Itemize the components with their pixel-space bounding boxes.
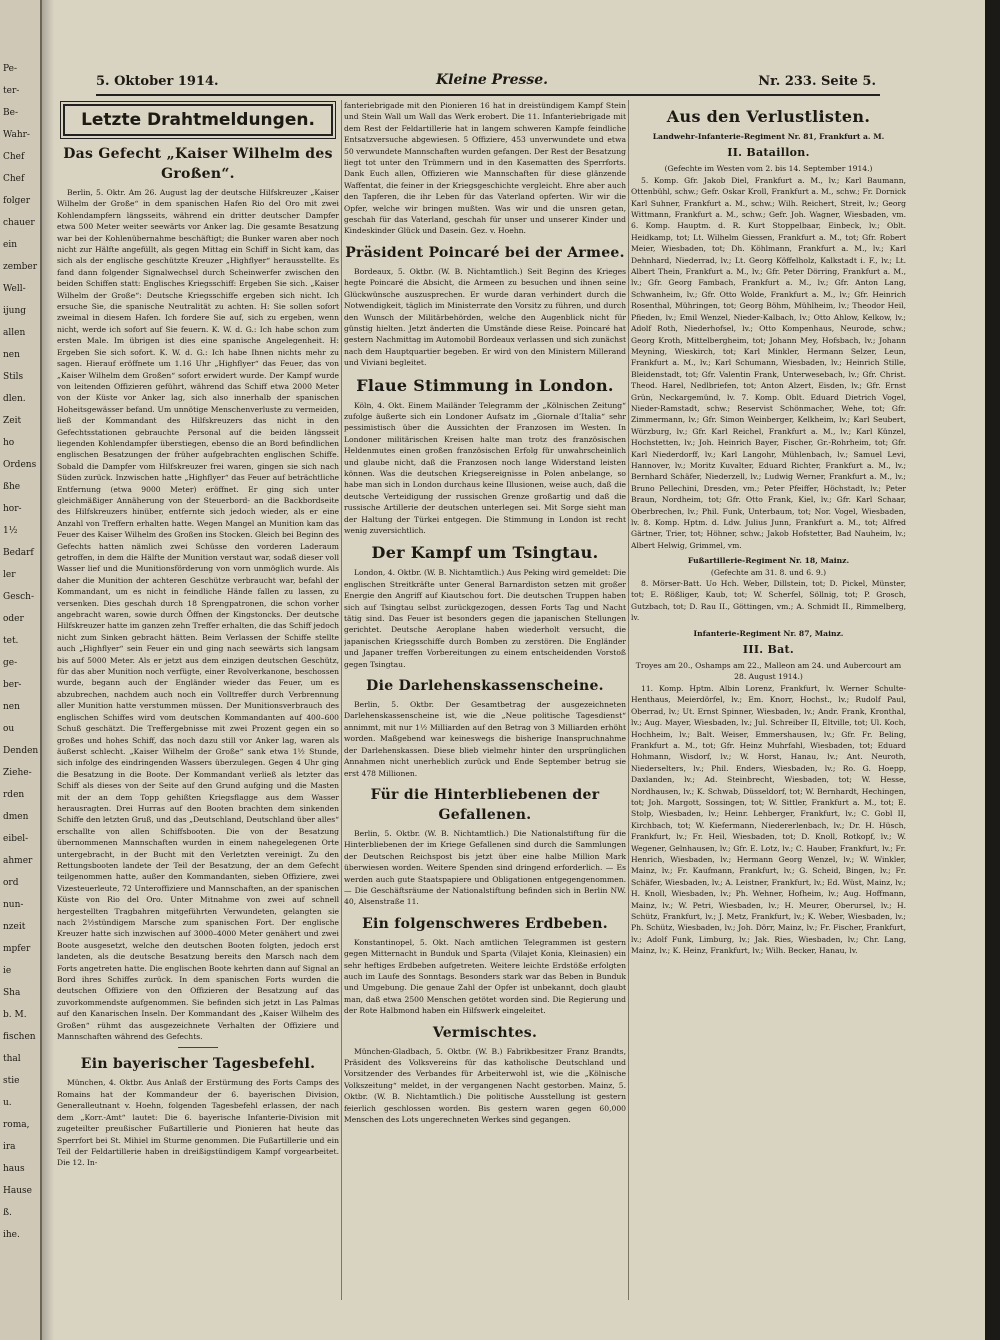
prev-page-fragment: nun- xyxy=(3,900,24,910)
prev-page-fragment: Well- xyxy=(3,284,26,294)
prev-page-fragment: rden xyxy=(3,790,25,800)
prev-page-fragment: Stils xyxy=(3,372,24,382)
prev-page-fragment: hor- xyxy=(3,504,22,514)
prev-page-fragment: tet. xyxy=(3,636,19,646)
prev-page-fragment: ihe. xyxy=(3,1230,20,1240)
prev-page-fragment: 1½ xyxy=(3,526,18,536)
column-3 xyxy=(631,100,906,1300)
prev-page-fragment: dmen xyxy=(3,812,29,822)
prev-page-fragment: u. xyxy=(3,1098,12,1108)
article-headline: Ein bayerischer Tagesbefehl. xyxy=(80,1056,316,1073)
prev-page-fragment: ou xyxy=(3,724,15,734)
header-rule xyxy=(96,94,880,96)
prev-page-fragment: nen xyxy=(3,350,20,360)
regiment-heading: Infanterie-Regiment Nr. 87, Mainz. xyxy=(693,628,844,638)
newspaper-title: Kleine Presse. xyxy=(436,72,549,88)
prev-page-fragment: haus xyxy=(3,1164,25,1174)
prev-page-fragment: ler xyxy=(3,570,16,580)
column-divider xyxy=(341,100,342,1300)
prev-page-fragment: ie xyxy=(3,966,12,976)
article-body: London, 4. Oktbr. (W. B. Nichtamtlich.) Aus Peking wird gemeldet: Die englischen Streitkräfte unter General Barnardiston setzen mit großer Energie den Angriff auf Kiautschou fort. Die deutschen Truppen haben sich auf Tsingtau selbst zurückgezogen, dessen Forts Tag und Nacht tätig sind. Das Feuer ist besonders gegen die japanischen Stellungen gerichtet. Deutsche Aeroplane haben wiederholt versucht, die japanischen Kriegsschiffe durch Bomben zu zerstören. Die Engländer und Japaner treffen Vorbereitungen zu einem entscheidenden Vorstoß gegen Tsingtau. xyxy=(344,568,626,669)
article-body: Konstantinopel, 5. Okt. Nach amtlichen Telegrammen ist gestern gegen Mitternacht in Bunduk und Sparta (Vilajet Konia, Kleinasien) ein sehr heftiges Erdbeben aufgetreten. Weitere leichte Erdstöße erfolgten auch im Laufe des Sonntags. Besonders stark war das Beben in Bunduk und Umgebung. Die genaue Zahl der Opfer ist unbekannt, doch glaubt man, daß etwa 2500 Menschen getötet worden sind. Die Regierung und der Rote Halbmond haben ein Hilfswerk eingeleitet. xyxy=(344,937,626,1016)
article-body: München, 4. Oktbr. Aus Anlaß der Erstürmung des Forts Camps des Romains hat der Kommandeur der 6. bayerischen Division, Generalleutnant v. Hoehn, folgenden Tagesbefehl erlassen, der nach dem „Korr.-Amt“ lautet: Die 6. bayerische Infanterie-Division mit zugeteilter preußischer Fußartillerie und Pionieren hat heute das Sperrfort bei St. Mihiel im Sturme genommen. Die Fußartillerie und ein Teil der Feldartillerie haben in dreißigstündigem Kampf vorgearbeitet. Die 12. In- xyxy=(57,1078,339,1168)
prev-page-fragment: Pe- xyxy=(3,64,18,74)
prev-page-fragment: b. M. xyxy=(3,1010,27,1020)
issue-number: Nr. 233. Seite 5. xyxy=(758,74,876,89)
prev-page-fragment: Bedarf xyxy=(3,548,34,558)
prev-page-fragment: chauer xyxy=(3,218,35,228)
prev-page-fragment: nzeit xyxy=(3,922,26,932)
prev-page-fragment: oder xyxy=(3,614,24,624)
article-headline: Ein folgenschweres Erdbeben. xyxy=(362,915,608,932)
battalion-heading: III. Bat. xyxy=(742,643,795,657)
battle-note: Troyes am 20., Oshamps am 22., Malleon am 24. und Aubercourt am 28. August 1914.) xyxy=(635,661,902,682)
battalion-heading: II. Bataillon. xyxy=(727,146,810,160)
article-body: München-Gladbach, 5. Oktbr. (W. B.) Fabrikbesitzer Franz Brandts, Präsident des Volksvereins für das katholische Deutschland und Vorsitzender des Verbandes für Arbeiterwohl ist, wie die „Kölnische Volkszeitung“ meldet, in der vergangenen Nacht gestorben. Mainz, 5. Oktbr. (W. B. Nichtamtlich.) Die politische Ausstellung ist gestern feierlich geschlossen worden. Bis gestern waren gegen 60,000 Menschen des Lots ungerechneten Werkes sind gegangen. xyxy=(344,1046,626,1125)
binding-shadow xyxy=(40,0,54,1340)
prev-page-fragment: dlen. xyxy=(3,394,26,404)
article-divider xyxy=(178,1047,218,1048)
previous-page-edge xyxy=(0,0,42,1340)
article-headline: Der Kampf um Tsingtau. xyxy=(371,543,599,563)
prev-page-fragment: Ordens xyxy=(3,460,37,470)
prev-page-fragment: ein xyxy=(3,240,18,250)
prev-page-fragment: Hause xyxy=(3,1186,32,1196)
article-body: Berlin, 5. Oktbr. Der Gesamtbetrag der ausgezeichneten Darlehenskassenscheine ist, wie die „Neue politische Tagesdienst“ annimmt, mit nur 1½ Milliarden auf den Betrag von 3 Milliarden erhöht worden. Maßgebend war keineswegs die bisherige Inanspruchnahme der Darlehenskassen. Diese blieb vielmehr hinter den ursprünglichen Annahmen nicht unerheblich zurück und Ende September betrug sie erst 478 Millionen. xyxy=(344,700,626,778)
column-1 xyxy=(57,100,339,1300)
prev-page-fragment: ber- xyxy=(3,680,22,690)
article-body: fanteriebrigade mit den Pionieren 16 hat in dreistündigem Kampf Stein und Stein Wall um Wall das Werk erobert. Die 11. Infanteriebrigade mit dem Rest der Feldartillerie hat in langem schweren Kampfe feindliche Entsatzversuche abgewiesen. 5 Offiziere, 453 unverwundete und etwa 50 verwundete Mannschaften wurden gefangen. Der Rest der Besatzung liegt tot unter den Trümmern und in den Kasematten des Sperrforts. Dank Euch allen, Offizieren wie Mannschaften für diese glänzende Waffentat, die feiner in der Kriegsgeschichte vergleicht. Ehre aber auch den Tapferen, die ihr Leben für das Vaterland opferten. Wir wir die Opfer, welche wir bringen mußten. Was wir und die unsren getan, geschah für das Vaterland, geschah für unser und unserer Kinder und Kindeskinder Glück und Dasein. Gez. v. Hoehn. xyxy=(344,101,626,236)
prev-page-fragment: folger xyxy=(3,196,31,206)
article-body: Bordeaux, 5. Oktbr. (W. B. Nichtamtlich.) Seit Beginn des Krieges hegte Poincaré die Absicht, die Armeen zu besuchen und ihnen seine Glückwünsche auszusprechen. Er wurde daran verhindert durch die Notwendigkeit, täglich im Ministerrate den Vorsitz zu führen, und durch den Wunsch der Militärbehörden, welche den Augenblick nicht für günstig hielten. Jetzt änderten die Umstände diese Reise. Poincaré hat gestern Nachmittag im Automobil Bordeaux verlassen und sich zunächst nach dem Hauptquartier begeben. Er wird von den Ministern Millerand und Viviani begleitet. xyxy=(344,266,626,368)
prev-page-fragment: Chef xyxy=(3,152,25,162)
prev-page-fragment: ijung xyxy=(3,306,27,316)
prev-page-fragment: Chef xyxy=(3,174,25,184)
article-headline: Vermischtes. xyxy=(432,1024,538,1041)
prev-page-fragment: Zeit xyxy=(3,416,22,426)
prev-page-fragment: mpfer xyxy=(3,944,31,954)
battle-note: (Gefechte am 31. 8. und 6. 9.) xyxy=(710,567,827,577)
prev-page-fragment: allen xyxy=(3,328,26,338)
prev-page-fragment: Ziehe- xyxy=(3,768,32,778)
battle-note: (Gefechte im Westen vom 2. bis 14. September 1914.) xyxy=(664,164,873,174)
prev-page-fragment: Sha xyxy=(3,988,21,998)
column-2 xyxy=(344,100,626,1300)
article-headline: Präsident Poincaré bei der Armee. xyxy=(345,244,625,261)
prev-page-fragment: zember xyxy=(3,262,37,272)
prev-page-fragment: ord xyxy=(3,878,19,888)
section-box-title: Letzte Drahtmeldungen. xyxy=(63,104,333,136)
article-headline: Flaue Stimmung in London. xyxy=(356,375,614,395)
prev-page-fragment: ter- xyxy=(3,86,20,96)
prev-page-fragment: Gesch- xyxy=(3,592,35,602)
casualty-list: 8. Mörser-Batt. Uo Hch. Weber, Dillstein, tot; D. Pickel, Münster, tot; E. Rößliger, Kaub, tot; W. Scherfel, Söllnig, tot; P. Grosch, Gutzbach, tot; D. Rau II., Göttingen, vm.; A. Schmidt II., Rimmelberg, lv. xyxy=(631,579,906,623)
prev-page-fragment: ßhe xyxy=(3,482,21,492)
article-headline: Aus den Verlustlisten. xyxy=(666,107,871,126)
prev-page-fragment: stie xyxy=(3,1076,20,1086)
column-divider xyxy=(628,100,629,1300)
casualty-list: 11. Komp. Hptm. Albin Lorenz, Frankfurt, lv. Werner Schulte-Henthaus, Meierdörfel, lv.; Em. Knorr, Hochst., lv.; Rudolf Paul, Oberrad, lv.; Ut. Ernst Spinner, Wiesbaden, lv.; Andr. Frank, Kronthal, lv.; Aug. Mayer, Wiesbaden, lv.; Jul. Schreiber II, Eltville, tot; Ul. Koch, Hochheim, lv.; Balt. Weiser, Emmershausen, lv.; Gfr. Fr. Beling, Frankfurt a. M., tot; Gfr. Heinz Muhrfahl, Wiesbaden, tot; Eduard Hohmann, Wisdorf, lv.; W. Horst, Hanau, lv.; Ant. Neuroth, Niederselters, lv.; Phil. Enders, Wiesbaden, lv.; Ro. G. Hoepp, Daxlanden, lv.; Ad. Steinbrecht, Wiesbaden, tot; W. Hesse, Nordhausen, lv.; K. Schwab, Düsseldorf, tot; W. Bernhardt, Hechingen, tot; Joh. Margott, Sossingen, tot; W. Sittler, Frankfurt a. M., tot; E. Stolp, Wiesbaden, lv.; Heinr. Lehberger, Frankfurt, lv.; C. Gobl II, Kirchbach, tot; W. Kiefermann, Niedererlenbach, lv.; Dr. H. Hüsch, Frankfurt, lv.; Fr. Heil, Wiesbaden, tot; D. Knoll, Rotkopf, lv.; W. Wegener, Gelnhausen, lv.; Gfr. E. Lotz, lv.; C. Hauber, Frankfurt, lv.; Fr. Henrich, Wiesbaden, lv.; Hermann Georg Wenzel, lv.; W. Winkler, Mainz, lv.; Fr. Kaufmann, Frankfurt, lv.; G. Scheid, Bingen, lv.; Fr. Schäfer, Wiesbaden, lv.; A. Leistner, Frankfurt, lv.; Ed. Wüst, Mainz, lv.; H. Knoll, Wiesbaden, lv.; Ph. Wehner, Hofheim, lv.; Aug. Hoffmann, Mainz, lv.; W. Petri, Wiesbaden, lv.; H. Meurer, Oberursel, lv.; H. Schütz, Frankfurt, lv.; J. Metz, Frankfurt, lv.; K. Weber, Wiesbaden, lv.; Ph. Schütz, Wiesbaden, lv.; Joh. Dörr, Mainz, lv.; Fr. Fischer, Frankfurt, lv.; Adolf Funk, Limburg, lv.; Jak. Ries, Wiesbaden, lv.; Chr. Lang, Mainz, lv.; K. Heinz, Frankfurt, lv.; Wilh. Becker, Hanau, lv. xyxy=(631,683,906,956)
casualty-list: 5. Komp. Gfr. Jakob Diel, Frankfurt a. M., lv.; Karl Baumann, Ottenbühl, schw.; Gefr. Oskar Kroll, Frankfurt a. M., schw.; Fr. Dornick Karl Suhner, Frankfurt a. M., schw.; Wilh. Reichert, Streit, lv.; Georg Wittmann, Frankfurt a. M., schw.; Gefr. Joh. Wagner, Wiesbaden, vm. 6. Komp. Hauptm. d. R. Kurt Stoppelbaar, Einbeck, lv.; Oblt. Heidkamp, tot; Lt. Wilhelm Giessen, Frankfurt a. M., tot; Gfr. Robert Meier, Wiesbaden, tot; Dh. Köhlmann, Frankfurt a. M., lv.; Karl Dehnhard, Niederrad, lv.; Lt. Georg Köffelholz, Kalkstadt i. F., lv.; Lt. Albert Thein, Frankfurt a. M., lv.; Gfr. Peter Dörring, Frankfurt a. M., lv.; Gfr. Georg Fambach, Frankfurt a. M., lv.; Gfr. Anton Lang, Schwanheim, lv.; Gfr. Otto Wolde, Frankfurt a. M., lv.; Gfr. Heinrich Rosenthal, Mühringen, tot; Georg Böhm, Mühlheim, lv.; Theodor Heil, Pfieden, lv.; Emil Wenzel, Nieder-Kalbach, lv.; Otto Ahlow, Kelkow, lv.; Adolf Roth, Niederhofsel, lv.; Otto Kompenhaus, Neurode, schw.; Georg Kroth, Mittelbergheim, tot; Johann Mey, Hofsbach, lv.; Johann Meyning, Wieskirch, tot; Karl Minkler, Hermann Selzer, Leun, Frankfurt a. M., lv.; Karl Schumann, Wiesbaden, lv.; Heinrich Stille, Bleidenstadt, tot; Gfr. Valentin Frank, Unterwesebach, lv.; Gfr. Christ. Theod. Harel, Nedlbriefen, tot; Anton Alzert, Eisden, lv.; Gfr. Ernst Grün, Neckargemünd, lv. 7. Komp. Oblt. Eduard Dietrich Vogel, Nieder-Ramstadt, schw.; Reservist Schönmacher, Wehe, tot; Gfr. Zimmermann, lv.; Gfr. Simon Weinberger, Kelkheim, lv.; Karl Seubert, Würzburg, lv.; Gfr. Karl Reichel, Frankfurt a. M., lv.; Karl Künzel, Hochstetten, lv.; Joh. Heinrich Bayer, Fischer, Gr.-Rohrheim, tot; Gfr. Karl Niederdorff, lv.; Karl Langohr, Mühlenbach, lv.; Samuel Levi, Hannover, lv.; Moritz Kuvalter, Eduard Richter, Frankfurt a. M., lv.; Bernhard Schäfer, Niederzell, lv.; Ludwig Werner, Frankfurt a. M., lv.; Bruno Pellechini, Dresden, vm.; Peter Pfeiffer, Höchstadt, lv.; Peter Braun, Nordheim, tot; Gfr. Otto Frank, Kiel, lv.; Gfr. Karl Schaar, Oberbrechen, lv.; Phil. Funk, Unterbaum, tot; Nor. Vogel, Wiesbaden, lv. 8. Komp. Hptm. d. Ldw. Julius Junn, Frankfurt a. M., tot; Alfred Gärtner, Trier, tot; Höhner, schw.; Jakob Hofstetter, Bad Nauheim, lv.; Albert Helwig, Grimmel, vm. xyxy=(631,175,906,550)
regiment-heading: Landwehr-Infanterie-Regiment Nr. 81, Frankfurt a. M. xyxy=(652,132,885,141)
page-header xyxy=(96,72,876,94)
article-headline: Für die Hinterbliebenen der Gefallenen. xyxy=(370,786,600,823)
prev-page-fragment: Denden xyxy=(3,746,39,756)
prev-page-fragment: fischen xyxy=(3,1032,36,1042)
prev-page-fragment: Wahr- xyxy=(3,130,30,140)
prev-page-fragment: thal xyxy=(3,1054,21,1064)
article-headline: Die Darlehenskassenscheine. xyxy=(366,678,604,695)
prev-page-fragment: ß. xyxy=(3,1208,12,1218)
prev-page-fragment: ho xyxy=(3,438,15,448)
prev-page-fragment: nen xyxy=(3,702,20,712)
article-headline: Das Gefecht „Kaiser Wilhelm des Großen“. xyxy=(63,146,333,182)
prev-page-fragment: Be- xyxy=(3,108,18,118)
prev-page-fragment: roma, xyxy=(3,1120,30,1130)
article-body: Berlin, 5. Oktbr. (W. B. Nichtamtlich.) Die Nationalstiftung für die Hinterbliebenen der im Kriege Gefallenen sind durch die Sammlungen der Deutschen Reichspost bis jetzt über eine halbe Million Mark überwiesen worden. Weitere Spenden sind dringend erforderlich. — Es werden auch gute Staatspapiere und Obligationen entgegengenommen. — Die Geschäftsräume der Nationalstiftung befinden sich in Berlin NW. 40, Alsenstraße 11. xyxy=(344,828,626,907)
issue-date: 5. Oktober 1914. xyxy=(96,74,219,89)
article-body: Köln, 4. Okt. Einem Mailänder Telegramm der „Kölnischen Zeitung“ zufolge äußerte sich ein Londoner Aufsatz im „Giornale d’Italia“ sehr pessimistisch über die Aussichten der Franzosen im Westen. In Londoner militärischen Kreisen halte man trotz des französischen Heldenmutes einen großen französischen Erfolg für unwahrscheinlich und glaube nicht, daß die Franzosen noch lange Widerstand leisten können. Was die deutschen Kriegsereignisse in Polen anbelange, so habe man sich in London durchaus keine Illusionen, weise auch, daß die deutsche Verteidigung der russischen Grenze großartig und daß die russische Artillerie der deutschen unterlegen sei. Mit Sorge sieht man der Haltung der Türkei entgegen. Die Stimmung in London ist recht wenig zuversichtlich. xyxy=(344,400,626,535)
prev-page-fragment: eibel- xyxy=(3,834,29,844)
article-body: Berlin, 5. Oktr. Am 26. August lag der deutsche Hilfskreuzer „Kaiser Wilhelm der Große“ in dem spanischen Hafen Rio del Oro mit zwei Kohlendampfern längsseits, während ein dritter deutscher Dampfer etwa 500 Meter weiter seewärts vor Anker lag. Die gesamte Besatzung war bei der Kohlenübernahme beschäftigt; die Bunker waren aber noch nicht zur Hälfte angefüllt, als gegen Mittag ein Schiff in Sicht kam, das sich als der englische geschützte Kreuzer „Highflyer“ herausstellte. Es fand dann folgender Signalwechsel durch Scheinwerfer zwischen den beiden Schiffen statt: Englisches Kriegsschiff: Ergeben Sie sich. „Kaiser Wilhelm der Große“: Deutsche Kriegsschiffe ergeben sich nicht. Ich ersuche Sie, die spanische Neutralität zu achten. H: Sie sollen sofort zweimal in diesem Hafen. Ich fordere Sie auf, sich zu ergeben, wenn nicht, werde ich sofort auf Sie feuern. K. W. d. G.: Ich habe schon zum ersten Male. Im übrigen ist dies eine spanische Angelegenheit. H: Ergeben Sie sich sofort. K. W. d. G.: Ich habe Ihnen nichts mehr zu sagen. Hierauf eröffnete um 1.16 Uhr „Highflyer“ das Feuer, das von „Kaiser Wilhelm dem Großen“ sofort erwidert wurde. Der Kampf wurde von leitenden Offizieren geführt, während das Schiff etwa 2000 Meter von der Küste vor Anker lag, sich also innerhalb der spanischen Hoheitsgewässer befand. Um unnötige Menschenverluste zu vermeiden, ließ der Kommandant des Hilfskreuzers das nicht in den Gefechtsstationen gebrauchte Personal auf die beiden längsseit liegenden Kohlendampfer überstiegen, ebenso die an Bord befindlichen englischen Besatzungen der früher aufgebrachten englischen Schiffe. Sobald die Dampfer vom Hilfskreuzer frei waren, gingen sie sich nach Süden zurück. Inzwischen hatte „Highflyer“ das Feuer auf beträchtliche Entfernung (etwa 9000 Meter) eröffnet. Er ging sich unter gleichmäßiger Annäherung von der Steuerbord- an die Backbordseite des Hilfskreuzers hinüber, entfernte sich jedoch wieder, als er eine Anzahl von Treffern erhalten hatte. Wegen Mangel an Munition kam das Feuer des Kaiser Wilhelm des Großen ins Stocken. Gleich bei Beginn des Gefechts hatten nämlich zwei Schüsse den vorderen Laderaum getroffen, in dem die Hälfte der Munition verstaut war, sodaß dieser voll Wasser lief und die Munitionsförderung von vorn unmöglich wurde. Als daher die Munition der achteren Geschütze verbraucht war, befahl der Kommandant, um es nicht in feindliche Hände fallen zu lassen, zu versenken. Dies geschah durch 18 Sprengpatronen, die schon vorher angebracht waren, sowie durch Öffnen der Kingstoncks. Der deutsche Hilfskreuzer hatte im ganzen zehn Treffer erhalten, die das Schiff jedoch nicht zum Sinken gebracht hätten. Beim Verlassen der Schiffe stellte auch „Highflyer“ sein Feuer ein und ging nach seewärts sich langsam bis auf 5000 Meter. Als er jetzt aus dem einzigen deutschen Geschütz, für das aber Munition noch verfügte, einer Revolverkanone, beschossen wurde, begann auch der Engländer wieder das Feuer, um es abzubrechen, nachdem auch noch ein Volltreffer durch Verbrennung aller Munition hatte verstummen müssen. Der Munitionsverbrauch des englischen Schiffes wird vom deutschen Kommandanten auf 400–600 Schuß geschätzt. Die Treffergebnisse mit zwei Prozent gegen ein so großes und hohes Schiff, das noch dazu still vor Anker lag, waren als äußerst schlecht. „Kaiser Wilhelm der Große“ sank etwa 1½ Stunde, sich infolge des eindringenden Wassers überzulegen. Gegen 4 Uhr ging die Besatzung in die Boote. Der Kommandant verließ als letzter das Schiff als dieses von der Seite auf den Grund aufging und die Masten mit der an dem Topp gehißten Kriegsflagge aus dem Wasser herausragten. Drei Hurras auf den Booten brachten dem sinkenden Schiffe den letzten Gruß, und das „Deutschland, Deutschland über alles“ erschallte von allen Schiffsbooten. Die von der Besatzung übernommenen Mannschaften wurden in einem nahegelegenen Orte untergebracht, in der Bucht mit den Verletzten vereinigt. Zu den Rettungsbooten landete der Teil der Besatzung, der an dem Gefecht teilgenommen hatte, außer den Kommandanten, sieben Offiziere, zwei Vizesteuerleute, 72 Unteroffiziere und Mannschaften, an der spanischen Küste von Rio del Oro. Unter Mitnahme von zwei auf schnell hergestellten Tragbahren mitgeführten Verwundeten, gelangten sie nach 2½stündigem Marsche zum spanischen Fort. Der englische Kreuzer hatte sich inzwischen auf 3000–4000 Meter genähert und zwei Boote ausgesetzt, welche den deutschen Booten folgten, jedoch erst landeten, als die deutsche Besatzung bereits den Marsch nach dem Forts angetreten hatte. Die englischen Boote kehrten dann auf Signal an Bord ihres Schiffes zurück. In dem spanischen Forts wurden die deutschen Offiziere von den Offizieren der Besatzung auf das zuvorkommendste aufgenommen. Sie befinden sich jetzt in Las Palmas auf den Kanarischen Inseln. Der Kommandant des „Kaiser Wilhelm des Großen“ rühmt das ausgezeichnete Verhalten der Offiziere und Mannschaften während des Gefechts. xyxy=(57,188,339,1042)
regiment-heading: Fußartillerie-Regiment Nr. 18, Mainz. xyxy=(687,556,850,566)
prev-page-fragment: ahmer xyxy=(3,856,33,866)
prev-page-fragment: ge- xyxy=(3,658,18,668)
prev-page-fragment: ira xyxy=(3,1142,16,1152)
